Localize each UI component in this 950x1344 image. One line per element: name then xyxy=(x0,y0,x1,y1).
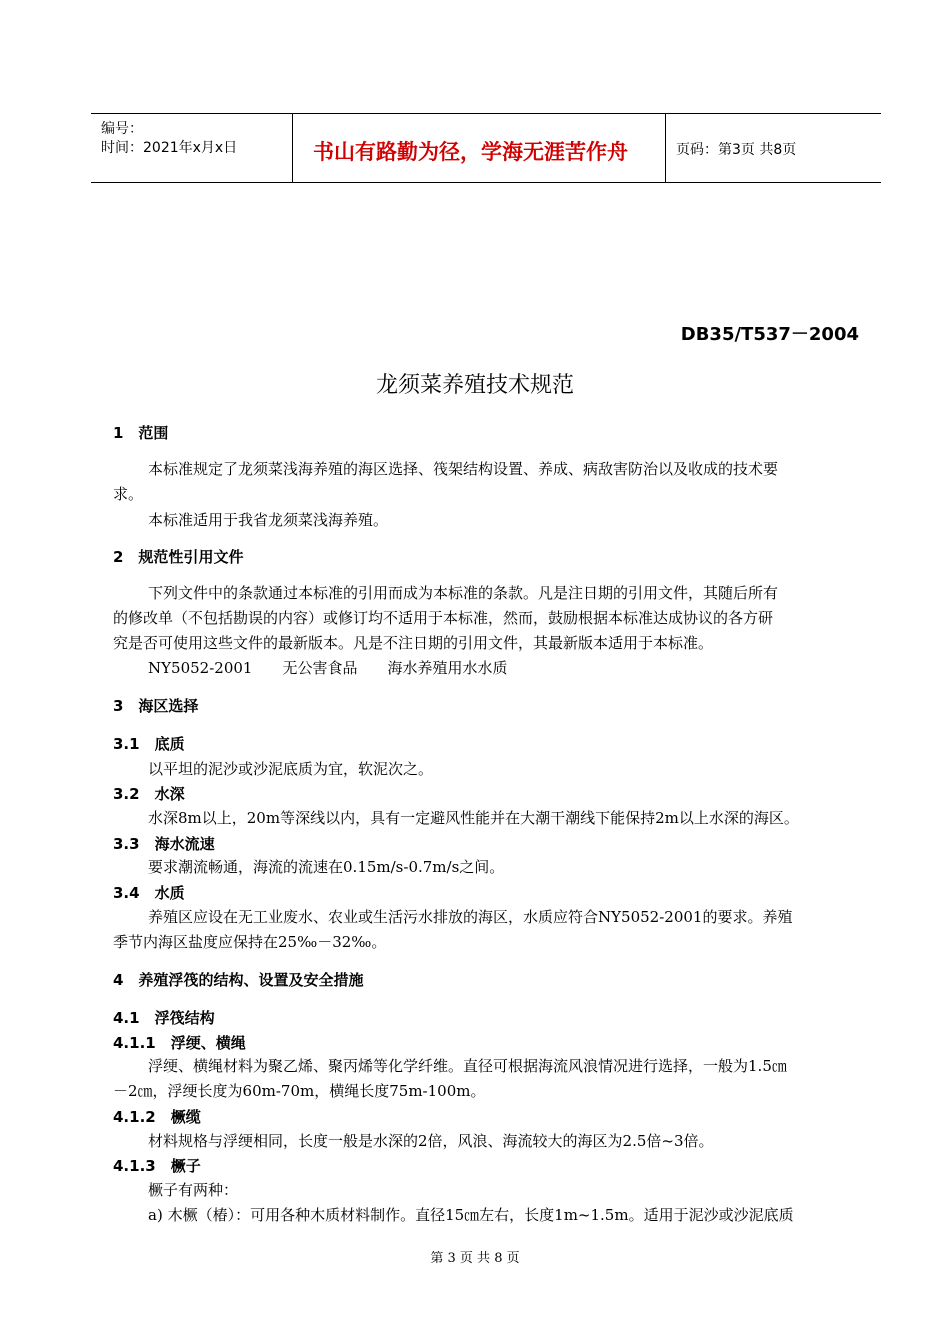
section-4-heading: 4 养殖浮筏的结构、设置及安全措施 xyxy=(113,971,364,989)
section-3-2-heading: 3.2 水深 xyxy=(113,785,185,803)
s2-reference: NY5052-2001 无公害食品 海水养殖用水水质 xyxy=(148,659,508,677)
s2-paragraph-b: 的修改单（不包括勘误的内容）或修订均不适用于本标准，然而，鼓励根据本标准达成协议的各方研 xyxy=(113,609,774,627)
number-label: 编号： xyxy=(101,121,143,137)
page-label: 页码：第3页 共8页 xyxy=(676,142,797,158)
section-3-3-heading: 3.3 海水流速 xyxy=(113,835,215,853)
s1-paragraph-1b: 求。 xyxy=(113,485,144,503)
header-info-cell xyxy=(91,114,293,182)
s34-paragraph-a: 养殖区应设在无工业废水、农业或生活污水排放的海区，水质应符合NY5052-2001的要求。养殖 xyxy=(148,908,793,926)
header-table xyxy=(91,113,881,183)
page-footer: 第 3 页 共 8 页 xyxy=(430,1251,520,1266)
s1-paragraph-2: 本标准适用于我省龙须菜浅海养殖。 xyxy=(148,511,389,529)
s411-paragraph-b: －2㎝，浮绠长度为60m-70m，横绳长度75m-100m。 xyxy=(113,1082,486,1100)
section-2-heading: 2 规范性引用文件 xyxy=(113,548,244,566)
s412-paragraph: 材料规格与浮绠相同，长度一般是水深的2倍，风浪、海流较大的海区为2.5倍~3倍。 xyxy=(148,1132,714,1150)
s2-paragraph-c: 究是否可使用这些文件的最新版本。凡是不注日期的引用文件，其最新版本适用于本标准。 xyxy=(113,634,714,652)
s33-paragraph: 要求潮流畅通，海流的流速在0.15m/s-0.7m/s之间。 xyxy=(148,858,505,876)
s1-paragraph-1a: 本标准规定了龙须菜浅海养殖的海区选择、筏架结构设置、养成、病敌害防治以及收成的技术要 xyxy=(148,460,779,478)
slogan: 书山有路勤为径，学海无涯苦作舟 xyxy=(313,140,628,164)
time-label: 时间：2021年x月x日 xyxy=(101,140,238,156)
section-4-1-1-heading: 4.1.1 浮绠、横绳 xyxy=(113,1034,246,1052)
section-3-heading: 3 海区选择 xyxy=(113,697,199,715)
s413-paragraph-1: 橛子有两种： xyxy=(148,1181,239,1199)
section-4-1-heading: 4.1 浮筏结构 xyxy=(113,1009,215,1027)
s413-paragraph-2: a) 木橛（椿）：可用各种木质材料制作。直径15㎝左右，长度1m~1.5m。适用于泥沙或沙泥底质 xyxy=(148,1206,794,1224)
s2-paragraph-a: 下列文件中的条款通过本标准的引用而成为本标准的条款。凡是注日期的引用文件，其随后所有 xyxy=(148,584,779,602)
document-title: 龙须菜养殖技术规范 xyxy=(375,373,574,398)
s34-paragraph-b: 季节内海区盐度应保持在25‰－32‰。 xyxy=(113,933,387,951)
section-4-1-2-heading: 4.1.2 橛缆 xyxy=(113,1108,201,1126)
section-3-1-heading: 3.1 底质 xyxy=(113,735,185,753)
section-1-heading: 1 范围 xyxy=(113,424,169,442)
s411-paragraph-a: 浮绠、横绳材料为聚乙烯、聚丙烯等化学纤维。直径可根据海流风浪情况进行选择，一般为1.5㎝ xyxy=(148,1057,787,1075)
s32-paragraph: 水深8m以上，20m等深线以内，具有一定避风性能并在大潮干潮线下能保持2m以上水深的海区。 xyxy=(148,809,799,827)
section-4-1-3-heading: 4.1.3 橛子 xyxy=(113,1157,201,1175)
standard-number: DB35/T537－2004 xyxy=(680,324,859,345)
section-3-4-heading: 3.4 水质 xyxy=(113,884,185,902)
s31-paragraph: 以平坦的泥沙或沙泥底质为宜，软泥次之。 xyxy=(148,760,434,778)
header-slogan-cell xyxy=(293,114,666,182)
